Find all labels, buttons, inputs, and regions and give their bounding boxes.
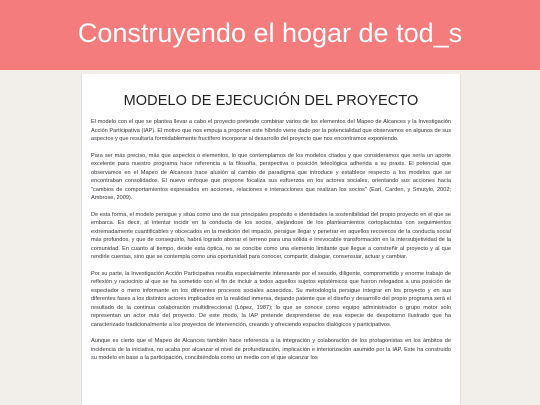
- site-header: [0, 0, 540, 70]
- article-paragraph: Aunque es cierto que el Mapeo de Alcances también hace referencia a la integración y colaboración de los protagonistas en los ámbitos de incidencia de la iniciativa, no acaba por alcanzar el nivel de profundización, implicación e interiorización asumido por la IAP. Este ha construido su modelo en base a la participación, concibiéndola como un medio con el que alcanzar los: [91, 338, 451, 361]
- site-title[interactable]: Construyendo el hogar de tod_s: [77, 17, 463, 48]
- article-container: [81, 74, 461, 405]
- page-title: MODELO DE EJECUCIÓN DEL PROYECTO: [123, 93, 419, 109]
- article-paragraph: Para ser más preciso, más que aspectos o elementos, lo que contemplamos de los modelos citados y que consideramos que sería un aporte excelente para nuestro programa hace referencia a la filosofía, perspectiva o posición teleológica adherida a su praxis. El potencial que observamos en el Mapeo de Alcances hace alusión al cambio de paradigma que introduce y establece respecto a los modelos que se encontraban consolidados. El nuevo enfoque que propone focaliza sus esfuerzos en los actores sociales, orientando sus acciones hacia "cambios de comportamientos expresados en acciones, relaciones e interacciones que realizan los socios" (Earl, Carden, y Smutylo, 2002; Ambrose, 2009).: [91, 152, 451, 201]
- article-paragraph: De esta forma, el modelo persigue y sitúa como uno de sus principales propósito e identidades la sostenibilidad del propio proyecto en el que se embarca. Es decir, al intentar incidir en la conducta de los socios, alejándose de los planteamientos cortoplacistas con seguimientos extremadamente cuantificables y obcecados en la medición del impacto, persigue llegar y penetrar en aquellos recovecos de la conducta social más profundos, y que de conseguirlo, habrá logrado abonar el terreno para una sólida e irrevocable transformación en la intersubjetividad de la comunidad. En cuanto al tiempo, desde esta óptica, no se concibe como una elemento limitante que llegue a constreñir al proyecto y al que rendirle cuentas, sino que se contempla como una oportunidad para conocer, compartir, dialogar, consensuar, actuar y cambiar.: [91, 211, 451, 260]
- article-paragraph: El modelo con el que se plantea llevar a cabo el proyecto pretende combinar varios de los elementos del Mapeo de Alcances y la Investigación Acción Participativa (IAP). El motivo que nos empuja a proponer este híbrido viene dado por la potencialidad que observamos en algunos de sus aspectos y que resultaría formidablemente fructífero incorporar al desarrollo del proyecto que nos encontramos exponiendo.: [91, 119, 451, 142]
- article-paragraph: Por su parte, la Investigación Acción Participativa resulta especialmente interesante por el sesudo, diligente, comprometido y enorme trabajo de reflexión y raciocinio al que se ha sometido con el fin de incluir a todos aquellos sujetos epistémicos que fueron relegados a una posición de espectador o mero informante en los diferentes procesos sociales acaecidos. Su metodología persigue integrar en los proyecto y en sus diferentes fases a los distintos actores implicados en la realidad inmersa, dejando patente que el diseño y desarrollo del propio programa será el resultado de la continua colaboración multidireccional (López, 1987); lo que se conoce como equipo administrador o grupo motor solo representan un actor más del proyecto. De este modo, la IAP pretende desprenderse de esa especie de despotismo ilustrado que ha caracterizado tradicionalmente a los proyectos de intervención, creando y ofreciendo espacios dialógicos y participativos.: [91, 270, 451, 328]
